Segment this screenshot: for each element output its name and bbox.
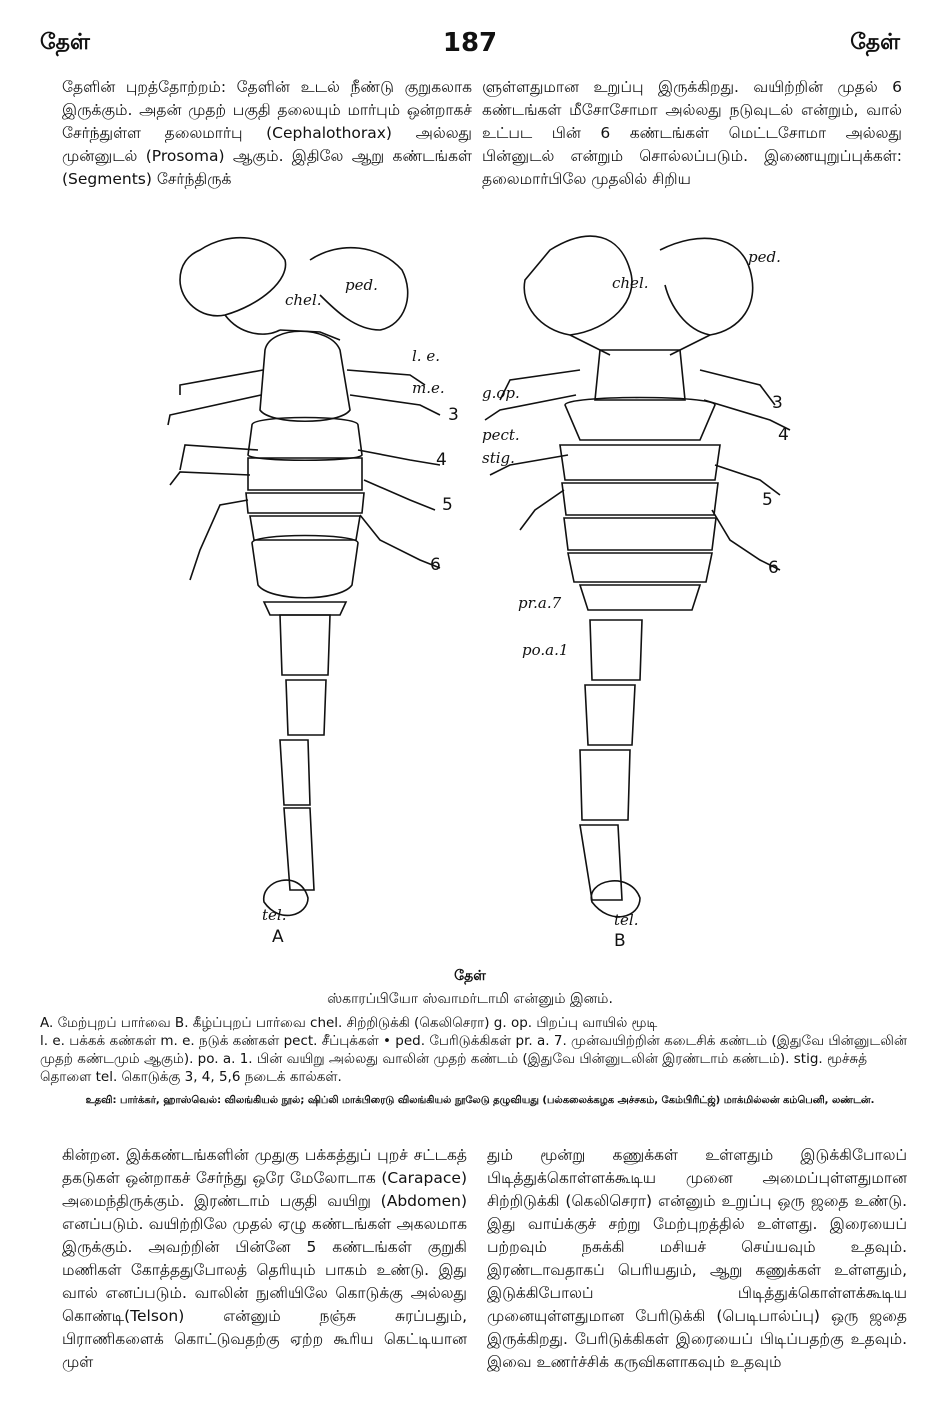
label-a-leg-6: 6 [430, 555, 441, 575]
top-right-column [482, 76, 902, 191]
label-a-chel: chel. [285, 291, 322, 309]
label-b-pra7: pr.a.7 [518, 594, 562, 612]
header-left-title: தேள் [40, 30, 90, 55]
label-b-leg-4: 4 [778, 425, 789, 445]
label-a-leg-3: 3 [448, 405, 459, 425]
scorpion-b-drawing [485, 236, 790, 917]
figure-credit: உதவி: பார்க்கர், ஹாஸ்வெல்: விலங்கியல் நூல்; ஷிப்லி மாக்பிரைடு விலங்கியல் நூலேடு தழுவியது (பல்கலைக்கழக அச்சகம், கேம்பிரிட்ஜ்) மாக்மில்லன் கம்பெனி, லண்டன். [85, 1095, 875, 1106]
legend-line-2: l. e. பக்கக் கண்கள் m. e. நடுக் கண்கள் pect. சீப்புக்கள் • ped. பேரிடுக்கிகள் pr. a. 7. முன்வயிற்றின் கடைசிக் கண்டம் (இதுவே பின்னுடலின் முதற் கண்டமும் ஆகும்). po. a. 1. பின் வயிறு அல்லது வாலின் முதற் கண்டம் (இதுவே பின்னுடலின் இரண்டாம் கண்டம்). stig. மூச்சுத் தொளை tel. கொடுக்கு 3, 4, 5,6 நடைக் கால்கள். [40, 1033, 907, 1085]
bottom-right-column [487, 1144, 907, 1374]
label-a-leg-4: 4 [436, 450, 447, 470]
label-b-leg-6: 6 [768, 558, 779, 578]
bottom-left-paragraph: கின்றன. இக்கண்டங்களின் முதுகு பக்கத்துப் புறச் சட்டகத் தகடுகள் ஒன்றாகச் சேர்ந்து ஒரே மேலோடாக (Carapace) அமைந்திருக்கும். இரண்டாம் பகுதி வயிறு (Abdomen) எனப்படும். வயிற்றிலே முதல் ஏழு கண்டங்கள் அகலமாக இருக்கும். அவற்றின் பின்னே 5 கண்டங்கள் குறுகி மணிகள் கோத்ததுபோலத் தெரியும் பாகம் உண்டு. இது வால் எனப்படும். வாலின் நுனியிலே கொடுக்கு அல்லது கொண்டி(Telson) என்னும் நஞ்சு சுரப்பதும், பிராணிகளைக் கொட்டுவதற்கு ஏற்ற கூரிய கெட்டியான முள் [62, 1146, 467, 1371]
label-b-gop: g.op. [482, 384, 520, 402]
page-number: 187 [442, 28, 498, 58]
label-a-me: m.e. [412, 379, 445, 397]
panel-label-b: B [614, 931, 626, 951]
figure-legend [40, 1014, 908, 1086]
legend-line-1: A. மேற்புறப் பார்வை B. கீழ்ப்புறப் பார்வை chel. சிற்றிடுக்கி (கெலிசெரா) g. op. பிறப்பு வாயில் மூடி [40, 1015, 658, 1031]
scorpion-illustration [140, 210, 840, 970]
header-right-title: தேள் [850, 30, 900, 55]
label-b-leg-5: 5 [762, 490, 773, 510]
figure-title: தேள் [454, 968, 486, 984]
label-a-tel: tel. [262, 906, 287, 924]
label-b-leg-3: 3 [772, 393, 783, 413]
panel-label-a: A [272, 927, 284, 947]
top-left-column [62, 76, 472, 191]
bottom-right-paragraph: தும் மூன்று கணுக்கள் உள்ளதும் இடுக்கிபோலப் பிடித்துக்கொள்ளக்கூடிய முனை அமைப்புள்ளதுமான சிற்றிடுக்கி (கெலிசெரா) என்னும் உறுப்பு ஒரு ஜதை உண்டு. இது வாய்க்குச் சற்று மேற்புறத்தில் உள்ளது. இரையைப் பற்றவும் நசுக்கி மசியச் செய்யவும் உதவும். இரண்டாவதாகப் பெரியதும், ஆறு கணுக்கள் உள்ளதும், இடுக்கிபோலப் பிடித்துக்கொள்ளக்கூடிய முனையுள்ளதுமான பேரிடுக்கி (பெடிபால்ப்பு) ஒரு ஜதை இருக்கிறது. பேரிடுக்கிகள் இரையைப் பிடிப்பதற்கு உதவும். இவை உணர்ச்சிக் கருவிகளாகவும் உதவும் [487, 1146, 907, 1371]
label-a-ped: ped. [345, 276, 378, 294]
figure-subtitle: ஸ்காரப்பியோ ஸ்வாமர்டாமி என்னும் இனம். [327, 991, 613, 1007]
label-a-le: l. e. [412, 347, 440, 365]
bottom-left-column [62, 1144, 467, 1374]
top-left-paragraph: தேளின் புறத்தோற்றம்: தேளின் உடல் நீண்டு குறுகலாக இருக்கும். அதன் முதற் பகுதி தலையும் மார்பும் ஒன்றாகச் சேர்ந்துள்ள தலைமார்பு (Cephalothorax) அல்லது முன்னுடல் (Prosoma) ஆகும். இதிலே ஆறு கண்டங்கள் (Segments) சேர்ந்திருக் [62, 78, 472, 188]
label-b-poa1: po.a.1 [522, 641, 569, 659]
label-b-tel: tel. [614, 911, 639, 929]
label-b-stig: stig. [482, 449, 515, 467]
scorpion-figure [140, 210, 840, 970]
label-a-leg-5: 5 [442, 495, 453, 515]
label-b-ped: ped. [748, 248, 781, 266]
label-b-chel: chel. [612, 274, 649, 292]
top-right-paragraph: ளுள்ளதுமான உறுப்பு இருக்கிறது. வயிற்றின் முதல் 6 கண்டங்கள் மீசோசோமா அல்லது நடுவுடல் என்றும், வால் உட்பட பின் 6 கண்டங்கள் மெட்டசோமா அல்லது பின்னுடல் என்றும் சொல்லப்படும். இணையுறுப்புக்கள்: தலைமார்பிலே முதலில் சிறிய [482, 78, 902, 188]
scorpion-a-drawing [168, 238, 440, 916]
label-b-pect: pect. [482, 426, 520, 444]
